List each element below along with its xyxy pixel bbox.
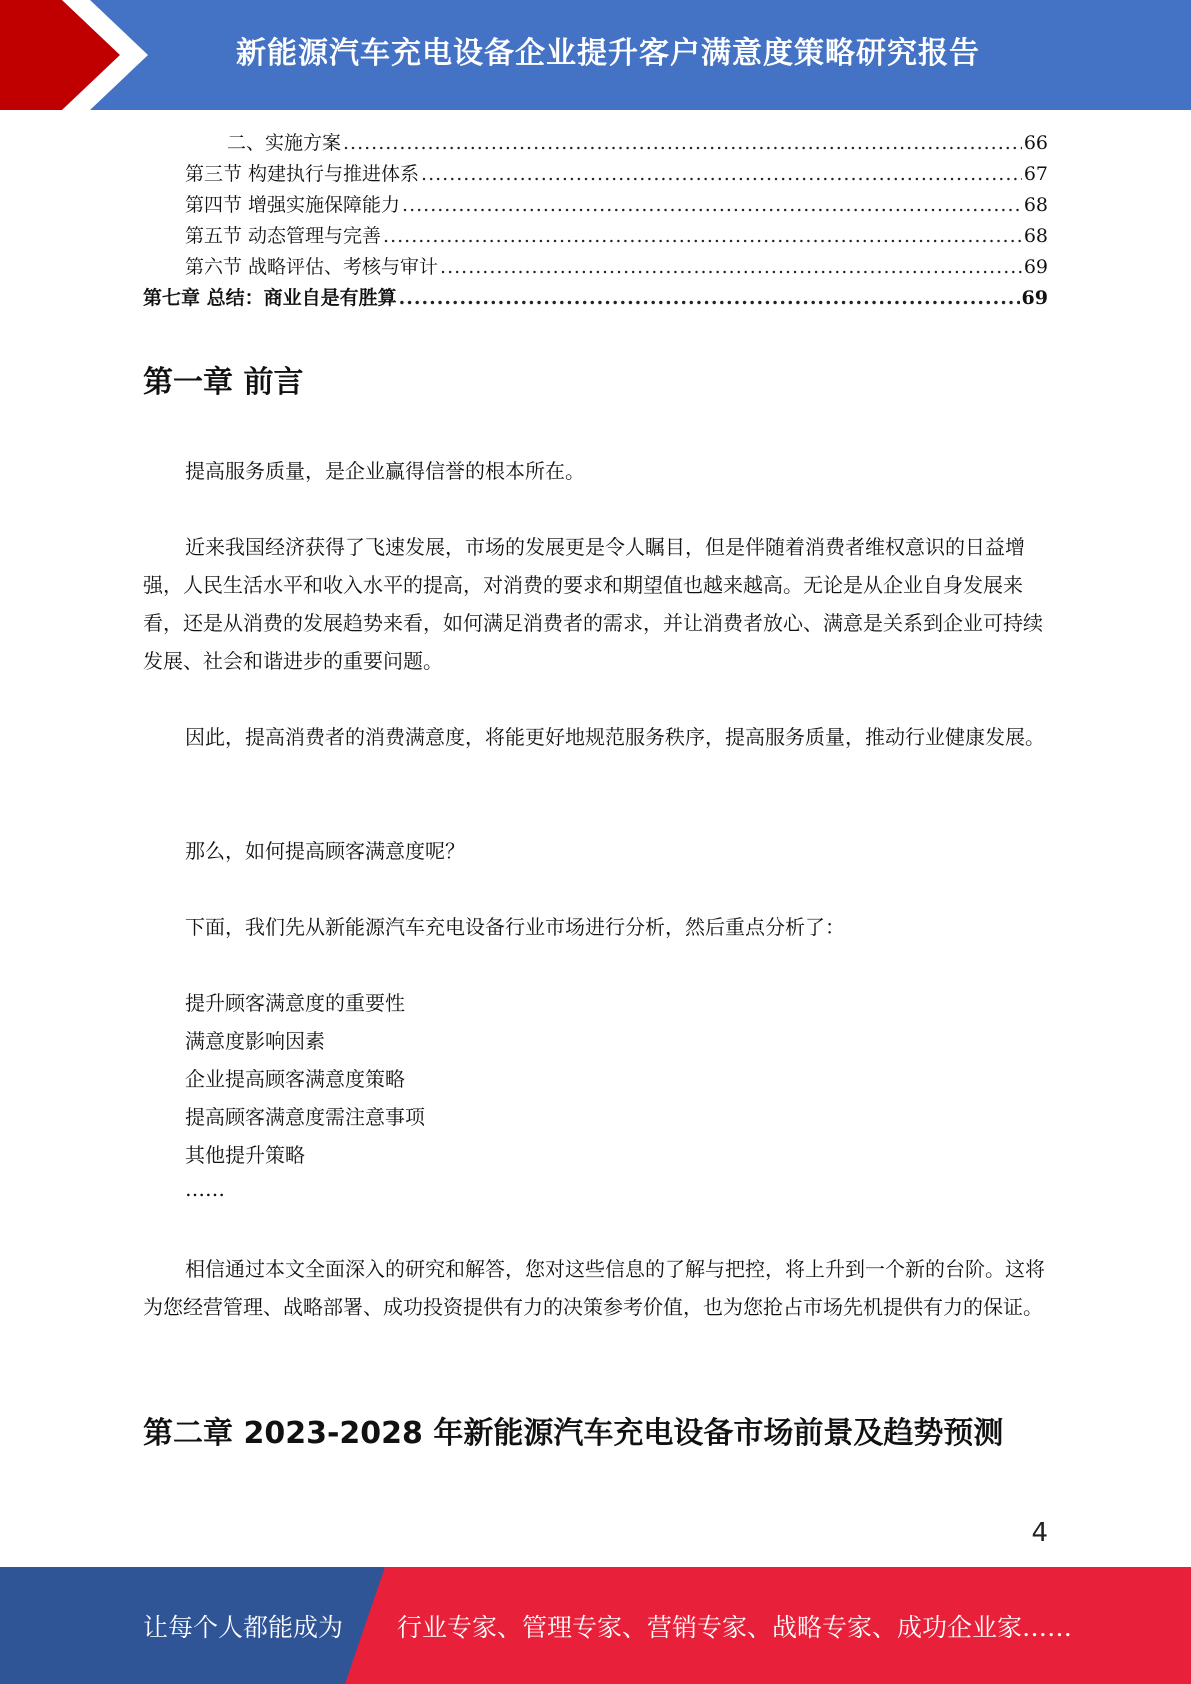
toc-entry-chapter[interactable] [143, 283, 1048, 314]
toc-entry[interactable] [143, 128, 1048, 159]
list-item: 企业提高顾客满意度策略 [185, 1067, 405, 1091]
list-item: 其他提升策略 [185, 1143, 305, 1167]
list-item: 满意度影响因素 [185, 1029, 325, 1053]
toc-leader-dots [440, 256, 1022, 278]
chapter-1-heading: 第一章 前言 [143, 365, 304, 400]
toc-entry-page: 68 [1023, 225, 1048, 247]
footer-banner [0, 1567, 1191, 1684]
paragraph: 提高服务质量，是企业赢得信誉的根本所在。 [185, 459, 585, 483]
paragraph: 那么，如何提高顾客满意度呢？ [185, 839, 465, 863]
page-number: 4 [1031, 1518, 1048, 1548]
report-title: 新能源汽车充电设备企业提升客户满意度策略研究报告 [236, 36, 980, 71]
toc-entry-page: 66 [1023, 132, 1048, 154]
toc-entry-page: 69 [1021, 287, 1048, 309]
toc-entry-label: 二、实施方案 [227, 132, 342, 154]
toc-leader-dots [343, 132, 1022, 154]
toc-entry[interactable] [143, 190, 1048, 221]
toc-entry-label: 第六节 战略评估、考核与审计 [185, 256, 439, 278]
toc-leader-dots [399, 287, 1020, 309]
chapter-2-heading: 第二章 2023-2028 年新能源汽车充电设备市场前景及趋势预测 [143, 1416, 1004, 1451]
paragraph: 因此，提高消费者的消费满意度，将能更好地规范服务秩序，提高服务质量，推动行业健康发展。 [185, 725, 1045, 749]
toc-entry[interactable] [143, 159, 1048, 190]
paragraph: 近来我国经济获得了飞速发展，市场的发展更是令人瞩目，但是伴随着消费者维权意识的日益增强，人民生活水平和收入水平的提高，对消费的要求和期望值也越来越高。无论是从企业自身发展来看，还是从消费的发展趋势来看，如何满足消费者的需求，并让消费者放心、满意是关系到企业可持续发展、社会和谐进步的重要问题。 [143, 535, 1043, 673]
list-item: 提升顾客满意度的重要性 [185, 991, 405, 1015]
toc-entry-page: 69 [1023, 256, 1048, 278]
table-of-contents [143, 128, 1048, 314]
paragraph: 相信通过本文全面深入的研究和解答，您对这些信息的了解与把控，将上升到一个新的台阶。这将为您经营管理、战略部署、成功投资提供有力的决策参考价值，也为您抢占市场先机提供有力的保证。 [143, 1257, 1045, 1319]
toc-leader-dots [402, 194, 1022, 216]
toc-entry-label: 第五节 动态管理与完善 [185, 225, 382, 247]
toc-entry-label: 第四节 增强实施保障能力 [185, 194, 401, 216]
toc-entry-label: 第三节 构建执行与推进体系 [185, 163, 420, 185]
footer-slogan-right: 行业专家、管理专家、营销专家、战略专家、成功企业家…… [397, 1612, 1073, 1642]
toc-leader-dots [383, 225, 1022, 247]
toc-leader-dots [421, 163, 1022, 185]
footer-slogan-left: 让每个人都能成为 [143, 1612, 344, 1642]
header-banner [0, 0, 1191, 110]
paragraph: 下面，我们先从新能源汽车充电设备行业市场进行分析，然后重点分析了： [185, 915, 845, 939]
toc-entry-page: 67 [1023, 163, 1048, 185]
list-item: 提高顾客满意度需注意事项 [185, 1105, 425, 1129]
toc-entry[interactable] [143, 221, 1048, 252]
list-item: …… [185, 1177, 225, 1201]
toc-entry[interactable] [143, 252, 1048, 283]
toc-entry-page: 68 [1023, 194, 1048, 216]
toc-entry-label: 第七章 总结：商业自是有胜算 [143, 287, 397, 309]
